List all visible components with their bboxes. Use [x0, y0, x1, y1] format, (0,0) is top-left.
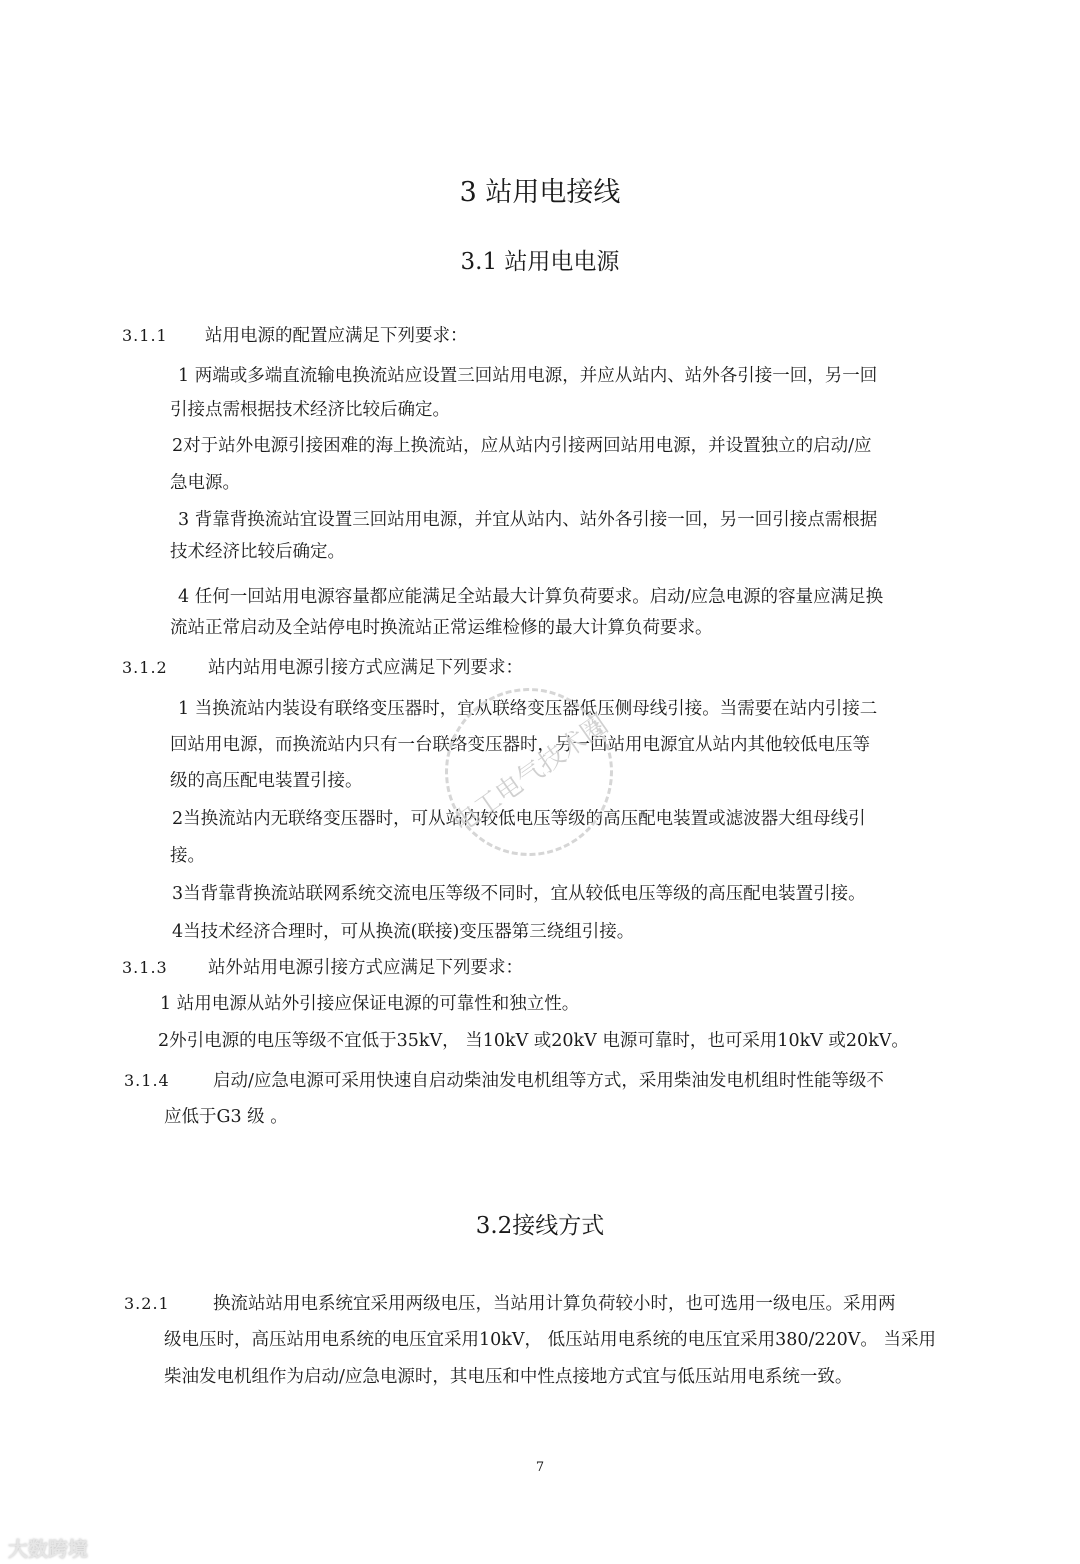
clause-line: 2对于站外电源引接困难的海上换流站，应从站内引接两回站用电源，并设置独立的启动/应 [172, 436, 872, 456]
clause-number: 3.1.1 [122, 326, 168, 345]
clause-line: 急电源。 [170, 473, 240, 493]
section-heading-3-1: 3.1 站用电电源 [460, 249, 620, 275]
clause-line: 1 当换流站内装设有联络变压器时，宜从联络变压器低压侧母线引接。当需要在站内引接二 [178, 699, 878, 719]
clause-line: 流站正常启动及全站停电时换流站正常运维检修的最大计算负荷要求。 [170, 618, 713, 638]
stamp-text: 电工电气技术圈 [447, 709, 614, 839]
clause-line: 3当背靠背换流站联网系统交流电压等级不同时，宜从较低电压等级的高压配电装置引接。 [172, 884, 866, 904]
clause-line: 4 任何一回站用电源容量都应能满足全站最大计算负荷要求。启动/应急电源的容量应满足换 [178, 587, 884, 607]
clause-number: 3.1.2 [122, 658, 168, 677]
clause-line: 1 站用电源从站外引接应保证电源的可靠性和独立性。 [160, 994, 580, 1014]
clause-line: 级电压时，高压站用电系统的电压宜采用10kV， 低压站用电系统的电压宜采用380/220V。 当采用 [164, 1330, 936, 1350]
clause-line: 回站用电源，而换流站内只有一台联络变压器时，另一回站用电源宜从站内其他较低电压等 [170, 735, 870, 755]
chapter-title: 3 站用电接线 [459, 177, 621, 208]
clause-line: 应低于G3 级 。 [164, 1107, 288, 1127]
clause-line: 柴油发电机组作为启动/应急电源时，其电压和中性点接地方式宜与低压站用电系统一致。 [164, 1367, 853, 1387]
clause-line: 1 两端或多端直流输电换流站应设置三回站用电源，并应从站内、站外各引接一回，另一回 [178, 366, 878, 386]
section-heading-3-2: 3.2接线方式 [475, 1213, 605, 1239]
clause-text: 换流站站用电系统宜采用两级电压，当站用计算负荷较小时，也可选用一级电压。采用两 [213, 1294, 896, 1314]
clause-text: 站内站用电源引接方式应满足下列要求： [208, 658, 523, 678]
clause-line: 技术经济比较后确定。 [170, 542, 345, 562]
clause-line: 2外引电源的电压等级不宜低于35kV， 当10kV 或20kV 电源可靠时，也可采用10kV 或20kV。 [158, 1031, 909, 1051]
clause-text: 站外站用电源引接方式应满足下列要求： [208, 958, 523, 978]
clause-text: 启动/应急电源可采用快速自启动柴油发电机组等方式，采用柴油发电机组时性能等级不 [213, 1071, 884, 1091]
watermark-stamp [412, 655, 646, 889]
clause-line: 级的高压配电装置引接。 [170, 771, 363, 791]
clause-number: 3.2.1 [124, 1294, 170, 1313]
clause-number: 3.1.3 [122, 958, 168, 977]
clause-line: 4当技术经济合理时，可从换流(联接)变压器第三绕组引接。 [172, 922, 635, 942]
corner-watermark-logo: 大数跨境 [8, 1537, 88, 1561]
clause-line: 2当换流站内无联络变压器时，可从站内较低电压等级的高压配电装置或滤波器大组母线引 [172, 809, 866, 829]
clause-line: 接。 [170, 846, 205, 866]
page-number: 7 [535, 1460, 545, 1475]
clause-line: 3 背靠背换流站宜设置三回站用电源，并宜从站内、站外各引接一回，另一回引接点需根据 [178, 510, 878, 530]
clause-text: 站用电源的配置应满足下列要求： [205, 326, 468, 346]
clause-line: 引接点需根据技术经济比较后确定。 [170, 400, 450, 420]
clause-number: 3.1.4 [124, 1071, 170, 1090]
